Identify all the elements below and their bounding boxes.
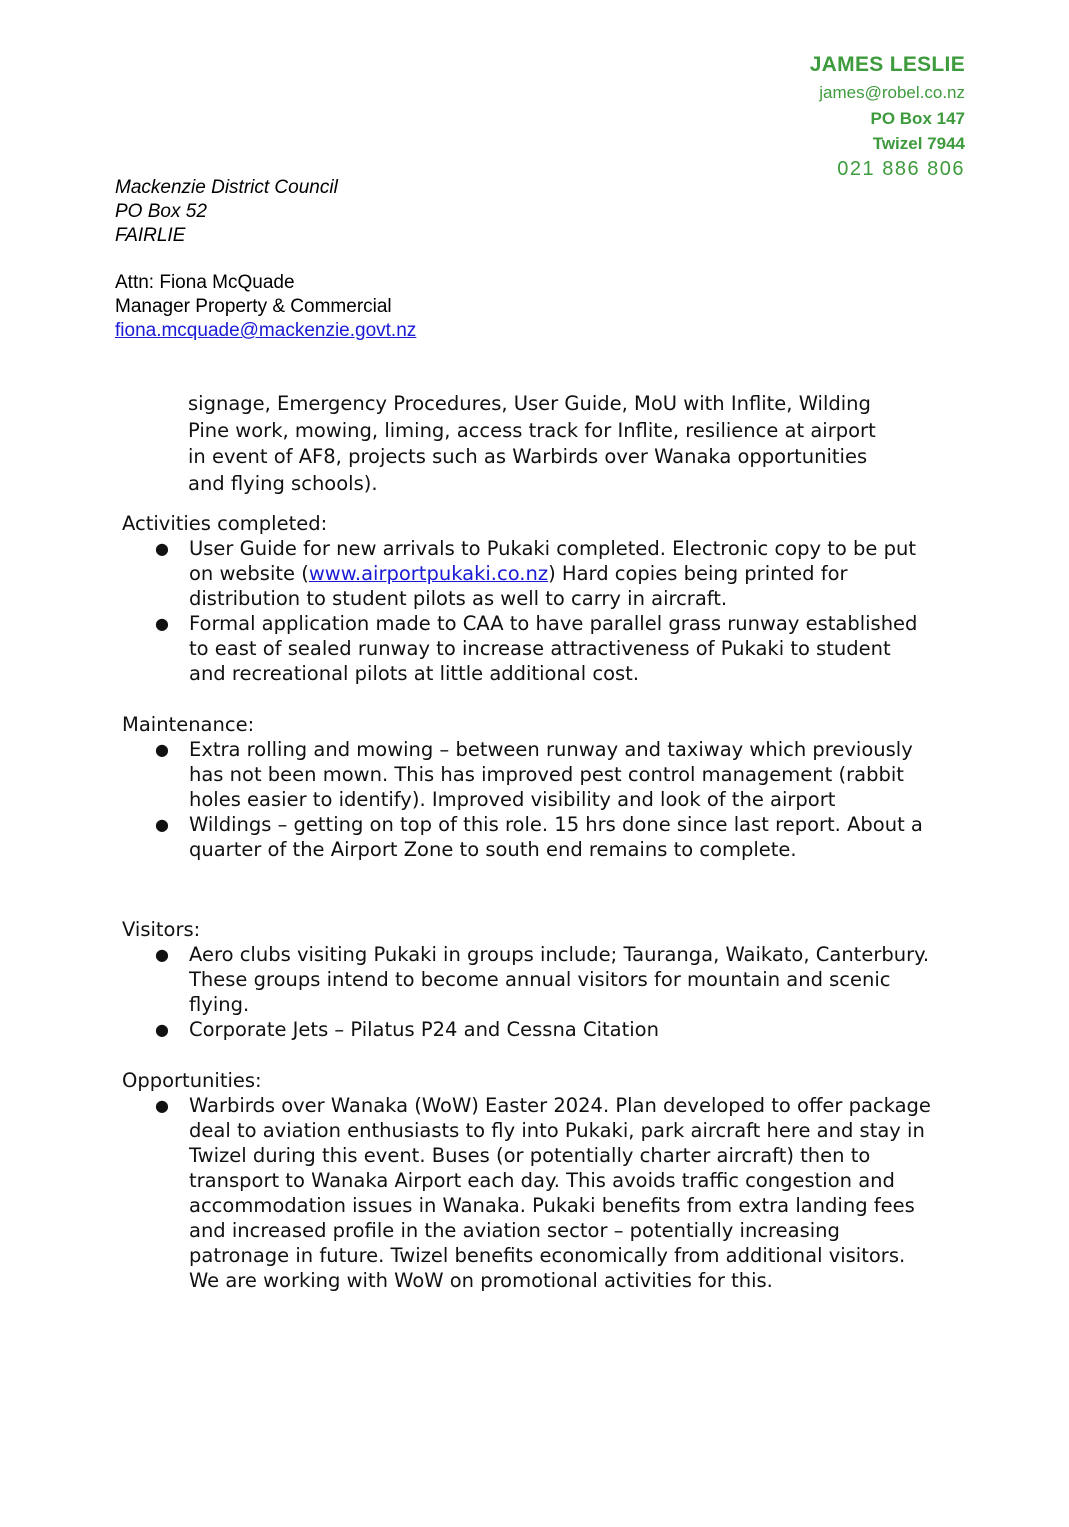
list-item: ● Aero clubs visiting Pukaki in groups include; Tauranga, Waikato, Canterbury. These groups intend to become annual visitors for mountain and scenic flying. [155,942,930,1016]
bullet-icon: ● [155,739,169,759]
sender-town: Twizel 7944 [872,134,965,153]
list-item: ● Warbirds over Wanaka (WoW) Easter 2024. Plan developed to offer package deal to aviation enthusiasts to fly into Pukaki, park aircraft here and stay in Twizel during this event. Buses (or potentially charter aircraft) then to transport to Wanaka Airport each day. This avoids traffic congestion and accommodation issues in Wanaka. Pukaki benefits from extra landing fees and increased profile in the aviation sector – potentially increasing patronage in future. Twizel benefits economically from additional visitors. We are working with WoW on promotional activities for this. [155,1093,931,1292]
bullet-icon: ● [155,1095,169,1115]
intro-line: and flying schools). [188,472,378,496]
bullet-icon: ● [155,944,169,964]
recipient-line: FAIRLIE [115,225,186,246]
maintenance-heading: Maintenance: [122,712,255,736]
list-item: ● Corporate Jets – Pilatus P24 and Cessna Citation [155,1017,659,1041]
attn-block [115,271,416,343]
sender-email: james@robel.co.nz [819,83,965,102]
sender-phone: 021 886 806 [837,158,965,180]
intro-line: in event of AF8, projects such as Warbirds over Wanaka opportunities [188,445,868,469]
bullet-icon: ● [155,1019,169,1039]
list-item: ● Wildings – getting on top of this role. 15 hrs done since last report. About a quarter of the Airport Zone to south end remains to complete. [155,812,923,861]
list-item: ● Extra rolling and mowing – between runway and taxiway which previously has not been mown. This has improved pest control management (rabbit holes easier to identify). Improved visibility and look of the airport [155,737,913,811]
activities-heading: Activities completed: [122,511,328,535]
report-body [122,391,932,1293]
visitors-list [122,942,932,1042]
sender-block [810,50,965,182]
attn-title: Manager Property & Commercial [115,296,392,317]
intro-line: signage, Emergency Procedures, User Guide, MoU with Inflite, Wilding [188,392,871,415]
attn-name: Attn: Fiona McQuade [115,272,295,293]
attn-email-link[interactable]: fiona.mcquade@mackenzie.govt.nz [115,320,417,341]
recipient-line: Mackenzie District Council [115,177,338,198]
website-link[interactable]: www.airportpukaki.co.nz [308,561,549,585]
bullet-icon: ● [155,613,169,633]
opportunities-list [122,1093,932,1293]
opportunities-heading: Opportunities: [122,1068,262,1092]
recipient-block [115,176,338,248]
list-item: ● User Guide for new arrivals to Pukaki completed. Electronic copy to be put on website (www.airportpukaki.co.nz) Hard copies being printed for distribution to student pilots as well to carry in aircraft. [155,536,916,610]
recipient-line: PO Box 52 [115,201,207,222]
sender-po-box: PO Box 147 [870,109,965,128]
list-item: ● Formal application made to CAA to have parallel grass runway established to east of sealed runway to increase attractiveness of Pukaki to student and recreational pilots at little additional cost. [155,611,918,685]
sender-name: JAMES LESLIE [809,53,965,76]
activities-list [122,536,932,686]
bullet-icon: ● [155,814,169,834]
visitors-heading: Visitors: [122,917,201,941]
intro-paragraph [188,391,932,498]
bullet-icon: ● [155,538,169,558]
intro-line: Pine work, mowing, liming, access track for Inflite, resilience at airport [188,418,876,442]
maintenance-list [122,737,932,862]
